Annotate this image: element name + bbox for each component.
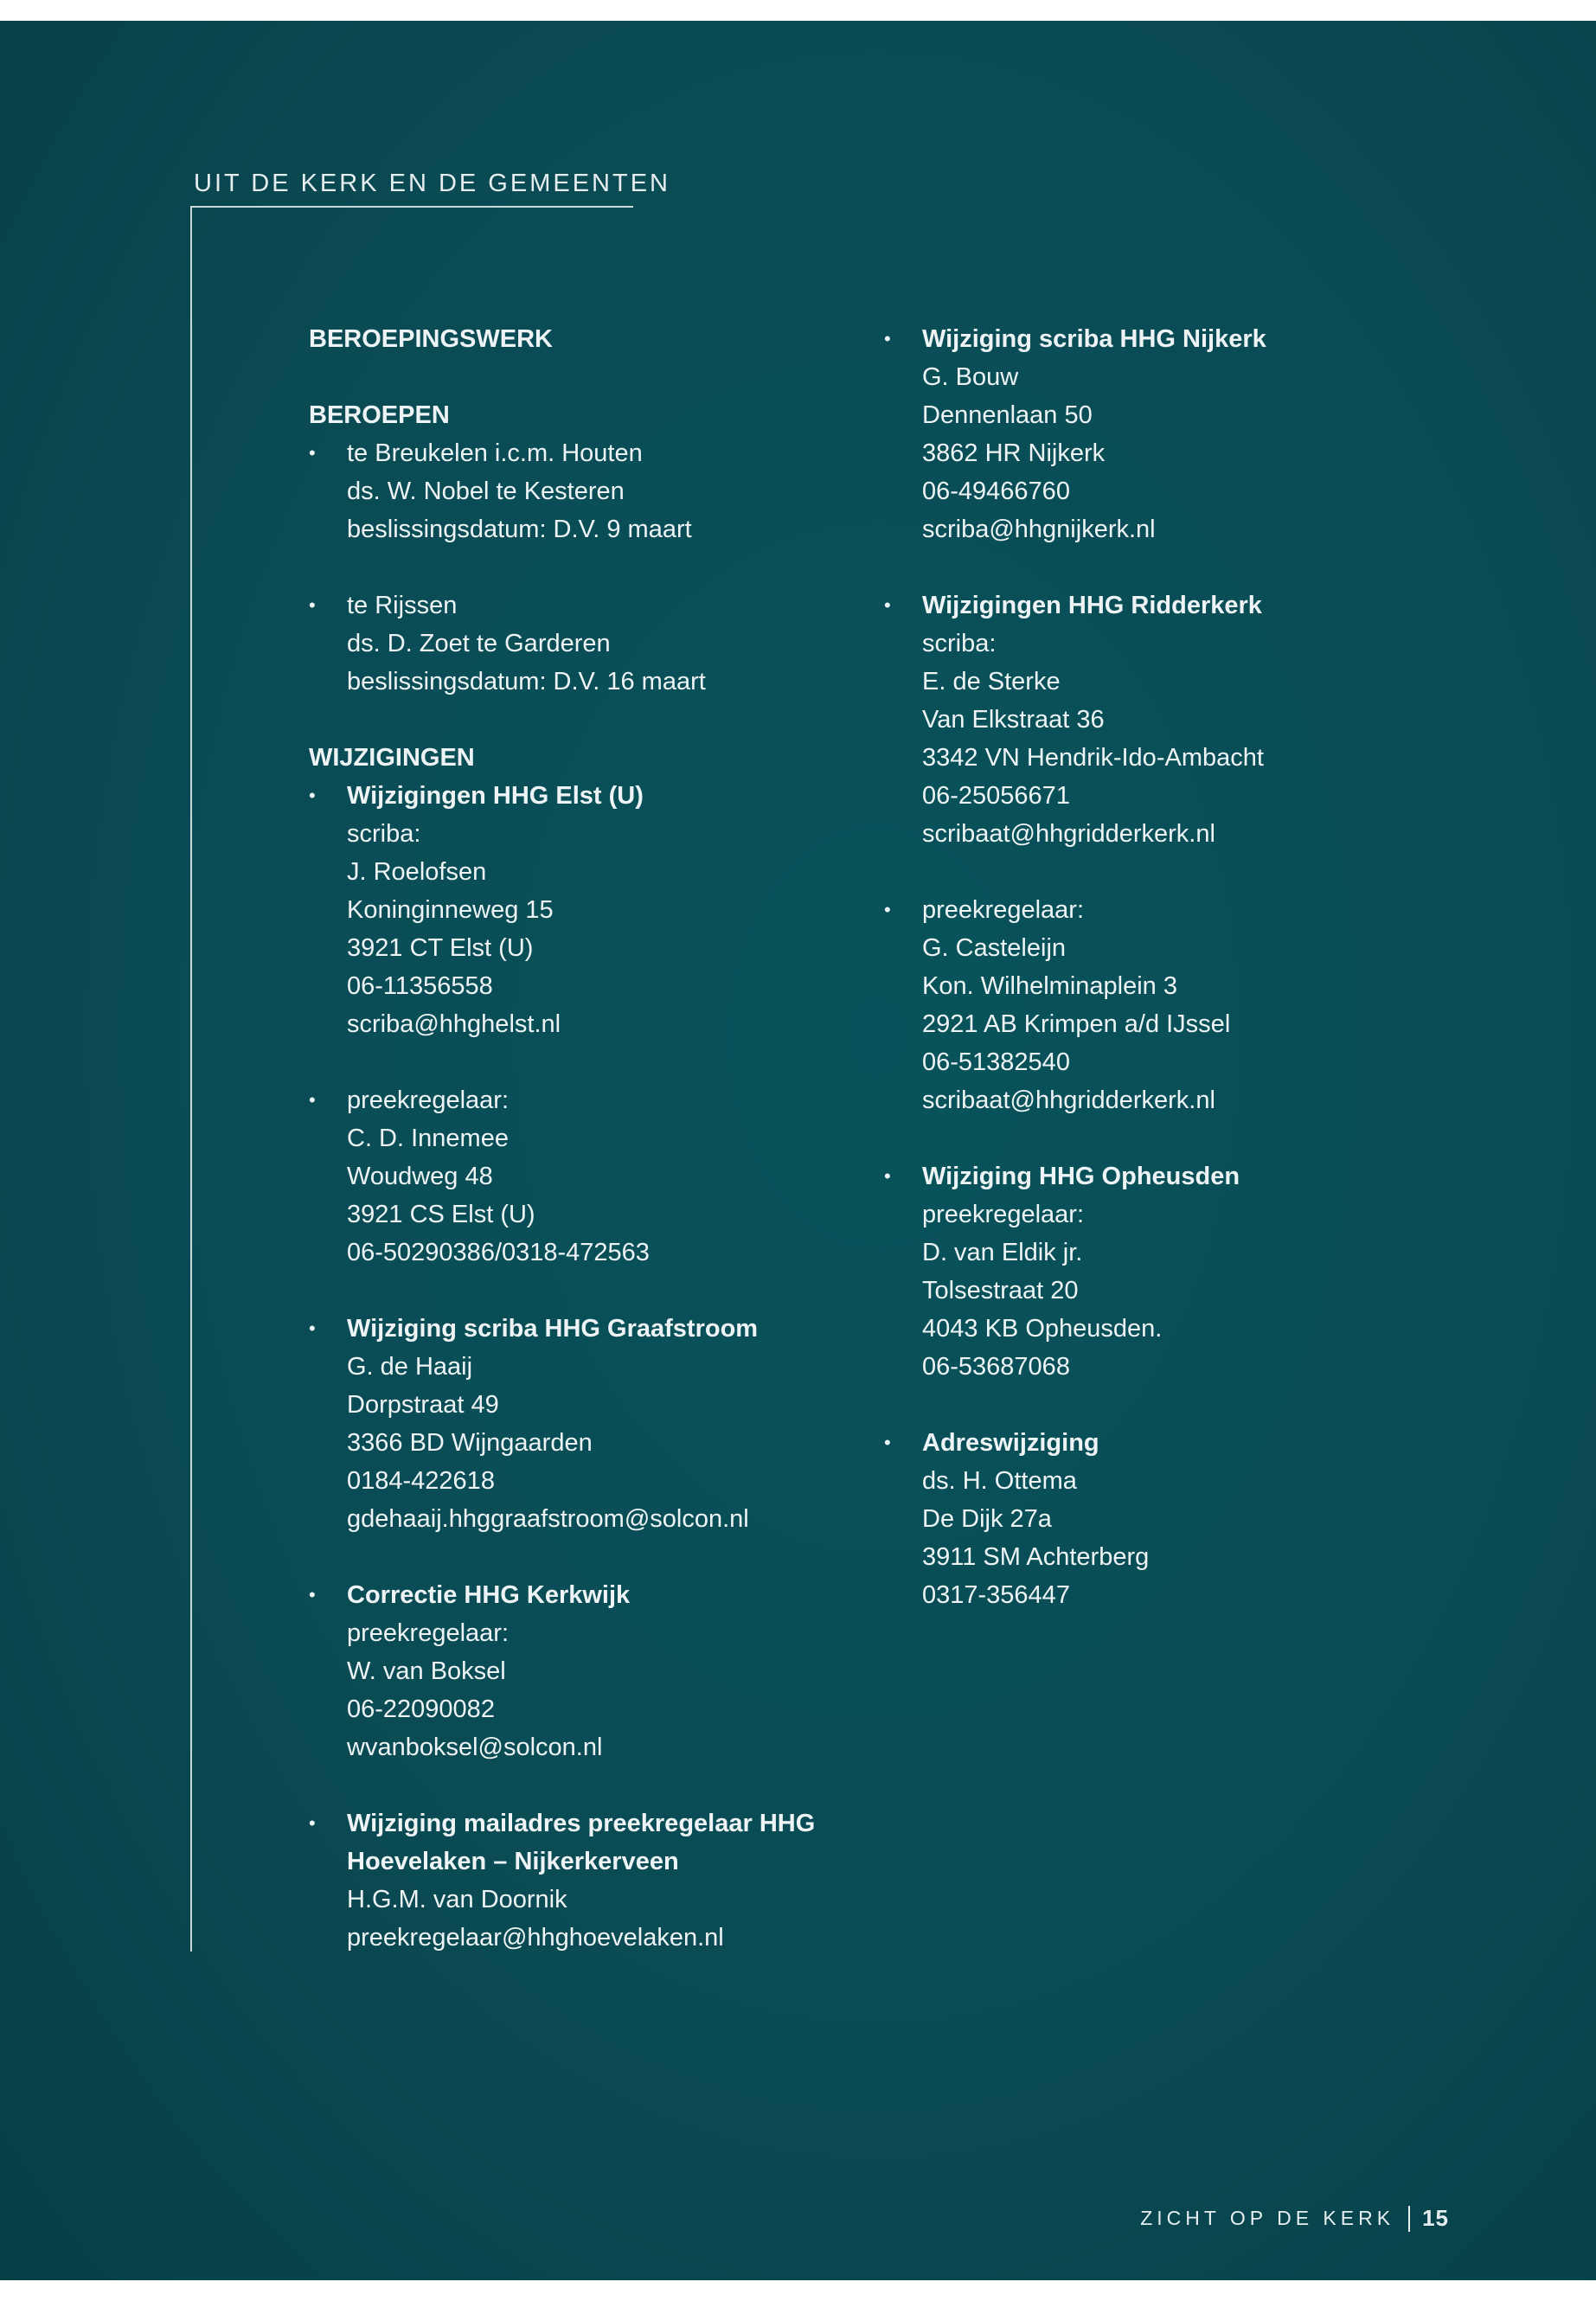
- list-item: [884, 586, 1420, 853]
- item-email: scriba@hhgnijkerk.nl: [922, 516, 1156, 543]
- item-email: wvanboksel@solcon.nl: [347, 1734, 603, 1761]
- item-line: 2921 AB Krimpen a/d IJssel: [922, 1010, 1231, 1038]
- item-email: preekregelaar@hhghoevelaken.nl: [347, 1924, 724, 1952]
- bullet-icon: •: [884, 1165, 891, 1187]
- page-footer: [1140, 2205, 1449, 2232]
- item-title: Adreswijziging: [922, 1429, 1099, 1457]
- list-item: [309, 1576, 828, 1766]
- bullet-icon: •: [309, 1812, 316, 1834]
- list-item: [309, 1310, 828, 1538]
- bullet-icon: •: [309, 1317, 316, 1339]
- item-line: ds. H. Ottema: [922, 1467, 1077, 1495]
- item-line: 06-50290386/0318-472563: [347, 1239, 650, 1266]
- item-line: beslissingsdatum: D.V. 9 maart: [347, 516, 692, 543]
- list-item: [884, 1157, 1420, 1386]
- list-item: [309, 1081, 828, 1272]
- item-line: G. Bouw: [922, 363, 1019, 391]
- item-line: G. Casteleijn: [922, 934, 1067, 962]
- item-line: Van Elkstraat 36: [922, 706, 1105, 734]
- bullet-icon: •: [309, 785, 316, 806]
- item-line: C. D. Innemee: [347, 1125, 509, 1152]
- list-item: [884, 320, 1420, 548]
- item-title: Hoevelaken – Nijkerkerveen: [347, 1848, 679, 1875]
- list-item: [309, 586, 828, 701]
- item-line: H.G.M. van Doornik: [347, 1886, 567, 1913]
- item-email: scribaat@hhgridderkerk.nl: [922, 1086, 1215, 1114]
- item-line: D. van Eldik jr.: [922, 1239, 1083, 1266]
- item-title: Wijzigingen HHG Ridderkerk: [922, 592, 1262, 619]
- bullet-icon: •: [884, 328, 891, 349]
- bullet-icon: •: [309, 442, 316, 464]
- item-line: E. de Sterke: [922, 668, 1061, 695]
- item-line: 4043 KB Opheusden.: [922, 1315, 1163, 1343]
- page-number: 15: [1422, 2205, 1449, 2231]
- item-email: scriba@hhghelst.nl: [347, 1010, 561, 1038]
- item-line: ds. W. Nobel te Kesteren: [347, 478, 625, 505]
- item-line: G. de Haaij: [347, 1353, 473, 1381]
- item-title: Wijzigingen HHG Elst (U): [347, 782, 644, 810]
- item-line: De Dijk 27a: [922, 1505, 1052, 1533]
- list-item: [884, 1424, 1420, 1614]
- section-header: UIT DE KERK EN DE GEMEENTEN: [194, 170, 670, 197]
- item-line: ds. D. Zoet te Garderen: [347, 630, 611, 657]
- item-line: Tolsestraat 20: [922, 1277, 1079, 1304]
- item-line: 3921 CT Elst (U): [347, 934, 534, 962]
- item-line: 3921 CS Elst (U): [347, 1201, 535, 1228]
- heading-wijzigingen: WIJZIGINGEN: [309, 744, 475, 772]
- item-line: scriba:: [347, 820, 421, 848]
- left-column: [309, 320, 828, 1957]
- item-line: te Rijssen: [347, 592, 458, 619]
- item-line: Koninginneweg 15: [347, 896, 554, 924]
- bullet-icon: •: [309, 1584, 316, 1606]
- item-line: 0184-422618: [347, 1467, 495, 1495]
- item-line: preekregelaar:: [922, 896, 1084, 924]
- item-email: gdehaaij.hhggraafstroom@solcon.nl: [347, 1505, 749, 1533]
- item-line: W. van Boksel: [347, 1657, 506, 1685]
- bullet-icon: •: [884, 899, 891, 920]
- item-line: Dorpstraat 49: [347, 1391, 499, 1419]
- item-line: 3366 BD Wijngaarden: [347, 1429, 593, 1457]
- magazine-title: ZICHT OP DE KERK: [1140, 2207, 1395, 2229]
- item-title: Wijziging HHG Opheusden: [922, 1163, 1240, 1190]
- item-title: Wijziging scriba HHG Nijkerk: [922, 325, 1266, 353]
- item-title: Wijziging scriba HHG Graafstroom: [347, 1315, 759, 1343]
- item-line: Woudweg 48: [347, 1163, 493, 1190]
- item-line: 06-25056671: [922, 782, 1070, 810]
- bullet-icon: •: [309, 1089, 316, 1111]
- item-line: 3911 SM Achterberg: [922, 1543, 1150, 1571]
- item-line: preekregelaar:: [347, 1619, 509, 1647]
- heading-beroepen: BEROEPEN: [309, 401, 450, 429]
- bullet-icon: •: [884, 1432, 891, 1453]
- item-line: preekregelaar:: [347, 1086, 509, 1114]
- list-item: [884, 891, 1420, 1119]
- item-line: 06-11356558: [347, 972, 493, 1000]
- list-item: [309, 1804, 828, 1957]
- item-title: Correctie HHG Kerkwijk: [347, 1581, 631, 1609]
- item-line: 06-22090082: [347, 1695, 495, 1723]
- item-line: te Breukelen i.c.m. Houten: [347, 439, 643, 467]
- bullet-icon: •: [884, 594, 891, 616]
- item-title: Wijziging mailadres preekregelaar HHG: [347, 1810, 816, 1837]
- item-line: beslissingsdatum: D.V. 16 maart: [347, 668, 706, 695]
- item-line: Kon. Wilhelminaplein 3: [922, 972, 1177, 1000]
- item-line: 3862 HR Nijkerk: [922, 439, 1106, 467]
- footer-divider: [1408, 2206, 1410, 2232]
- right-column: [884, 320, 1420, 1614]
- list-item: [309, 777, 828, 1043]
- heading-beroepingswerk: BEROEPINGSWERK: [309, 325, 553, 353]
- item-line: 06-49466760: [922, 478, 1070, 505]
- page: [0, 21, 1596, 2280]
- item-line: 06-53687068: [922, 1353, 1070, 1381]
- item-line: scriba:: [922, 630, 997, 657]
- item-line: preekregelaar:: [922, 1201, 1084, 1228]
- item-email: scribaat@hhgridderkerk.nl: [922, 820, 1215, 848]
- item-line: 06-51382540: [922, 1048, 1070, 1076]
- list-item: [309, 434, 828, 548]
- item-line: 0317-356447: [922, 1581, 1070, 1609]
- bullet-icon: •: [309, 594, 316, 616]
- item-line: Dennenlaan 50: [922, 401, 1093, 429]
- item-line: J. Roelofsen: [347, 858, 487, 886]
- item-line: 3342 VN Hendrik-Ido-Ambacht: [922, 744, 1264, 772]
